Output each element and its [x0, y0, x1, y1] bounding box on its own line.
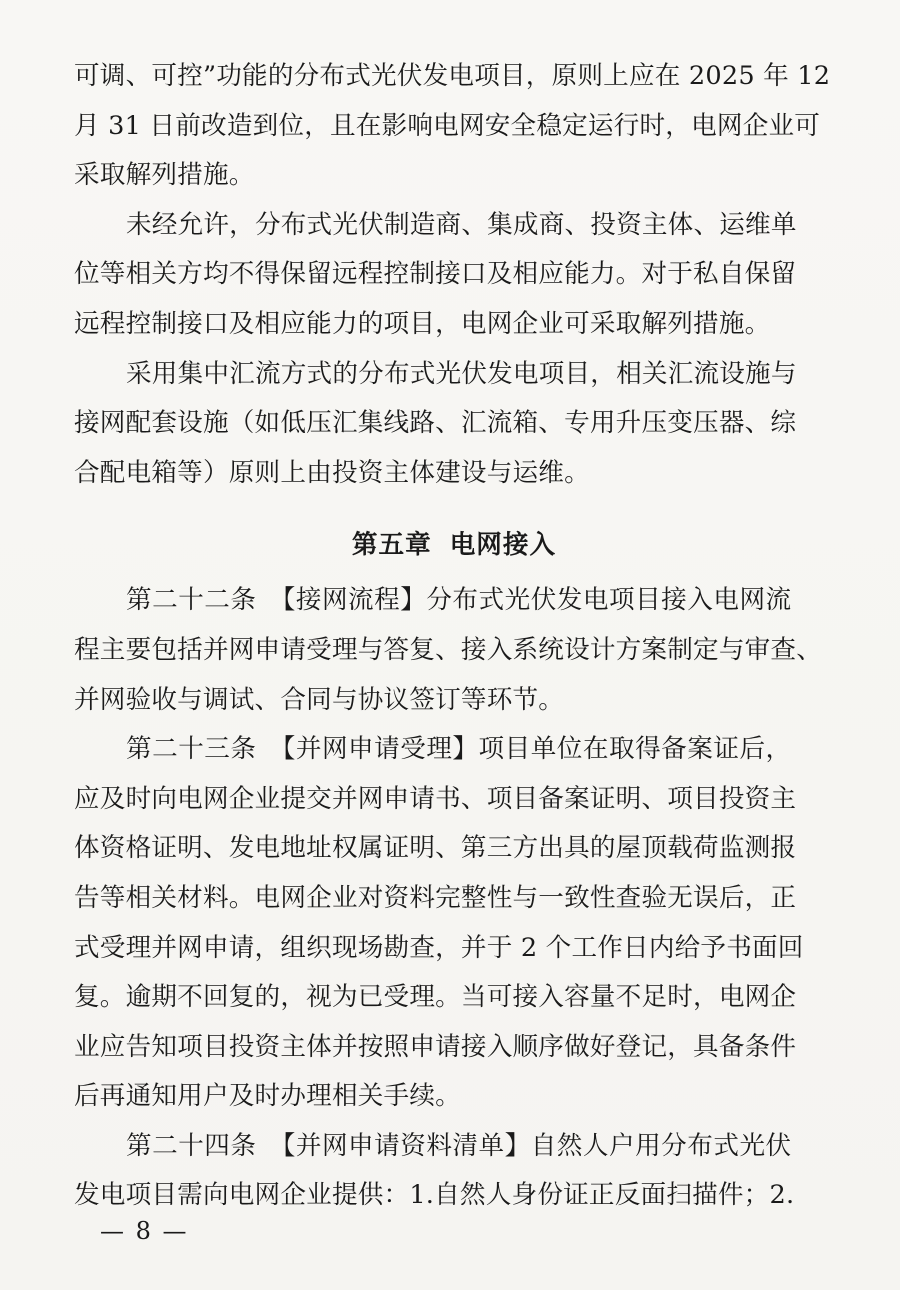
text-line: 月 31 日前改造到位，且在影响电网安全稳定运行时，电网企业可 — [74, 110, 821, 141]
text-line: 后再通知用户及时办理相关手续。 — [74, 1081, 461, 1112]
text-line: 复。逾期不回复的，视为已受理。当可接入容量不足时，电网企 — [74, 982, 797, 1013]
text-line: 告等相关材料。电网企业对资料完整性与一致性查验无误后，正 — [74, 882, 797, 913]
text-line: 应及时向电网企业提交并网申请书、项目备案证明、项目投资主 — [74, 783, 797, 814]
article-23-line: 第二十三条 【并网申请受理】项目单位在取得备案证后， — [126, 734, 792, 765]
text-line: 体资格证明、发电地址权属证明、第三方出具的屋顶载荷监测报 — [74, 833, 797, 864]
article-22-line: 第二十二条 【接网流程】分布式光伏发电项目接入电网流 — [126, 585, 792, 616]
chapter-heading — [74, 514, 834, 576]
page-number: — 8 — — [100, 1217, 189, 1245]
text-line: 业应告知项目投资主体并按照申请接入顺序做好登记，具备条件 — [74, 1031, 797, 1062]
text-line: 式受理并网申请，组织现场勘查，并于 2 个工作日内给予书面回 — [74, 932, 804, 963]
text-line: 未经允许，分布式光伏制造商、集成商、投资主体、运维单 — [126, 209, 797, 240]
chapter-title: 电网接入 — [449, 530, 557, 561]
text-line: 并网验收与调试、合同与协议签订等环节。 — [74, 684, 565, 715]
text-line: 采取解列措施。 — [74, 160, 255, 191]
text-line: 接网配套设施（如低压汇集线路、汇流箱、专用升压变压器、综 — [74, 408, 797, 439]
text-line: 可调、可控”功能的分布式光伏发电项目，原则上应在 2025 年 12 — [74, 61, 831, 91]
text-line: 合配电箱等）原则上由投资主体建设与运维。 — [74, 457, 590, 488]
article-24-line: 第二十四条 【并网申请资料清单】自然人户用分布式光伏 — [126, 1130, 792, 1161]
text-line: 远程控制接口及相应能力的项目，电网企业可采取解列措施。 — [74, 308, 771, 339]
text-line: 采用集中汇流方式的分布式光伏发电项目，相关汇流设施与 — [126, 358, 797, 389]
text-line: 程主要包括并网申请受理与答复、接入系统设计方案制定与审查、 — [74, 634, 823, 665]
document-body — [74, 52, 834, 1221]
chapter-number: 第五章 — [351, 530, 432, 561]
text-line: 位等相关方均不得保留远程控制接口及相应能力。对于私自保留 — [74, 259, 797, 290]
text-line: 发电项目需向电网企业提供：1.自然人身份证正反面扫描件；2. — [74, 1180, 795, 1211]
